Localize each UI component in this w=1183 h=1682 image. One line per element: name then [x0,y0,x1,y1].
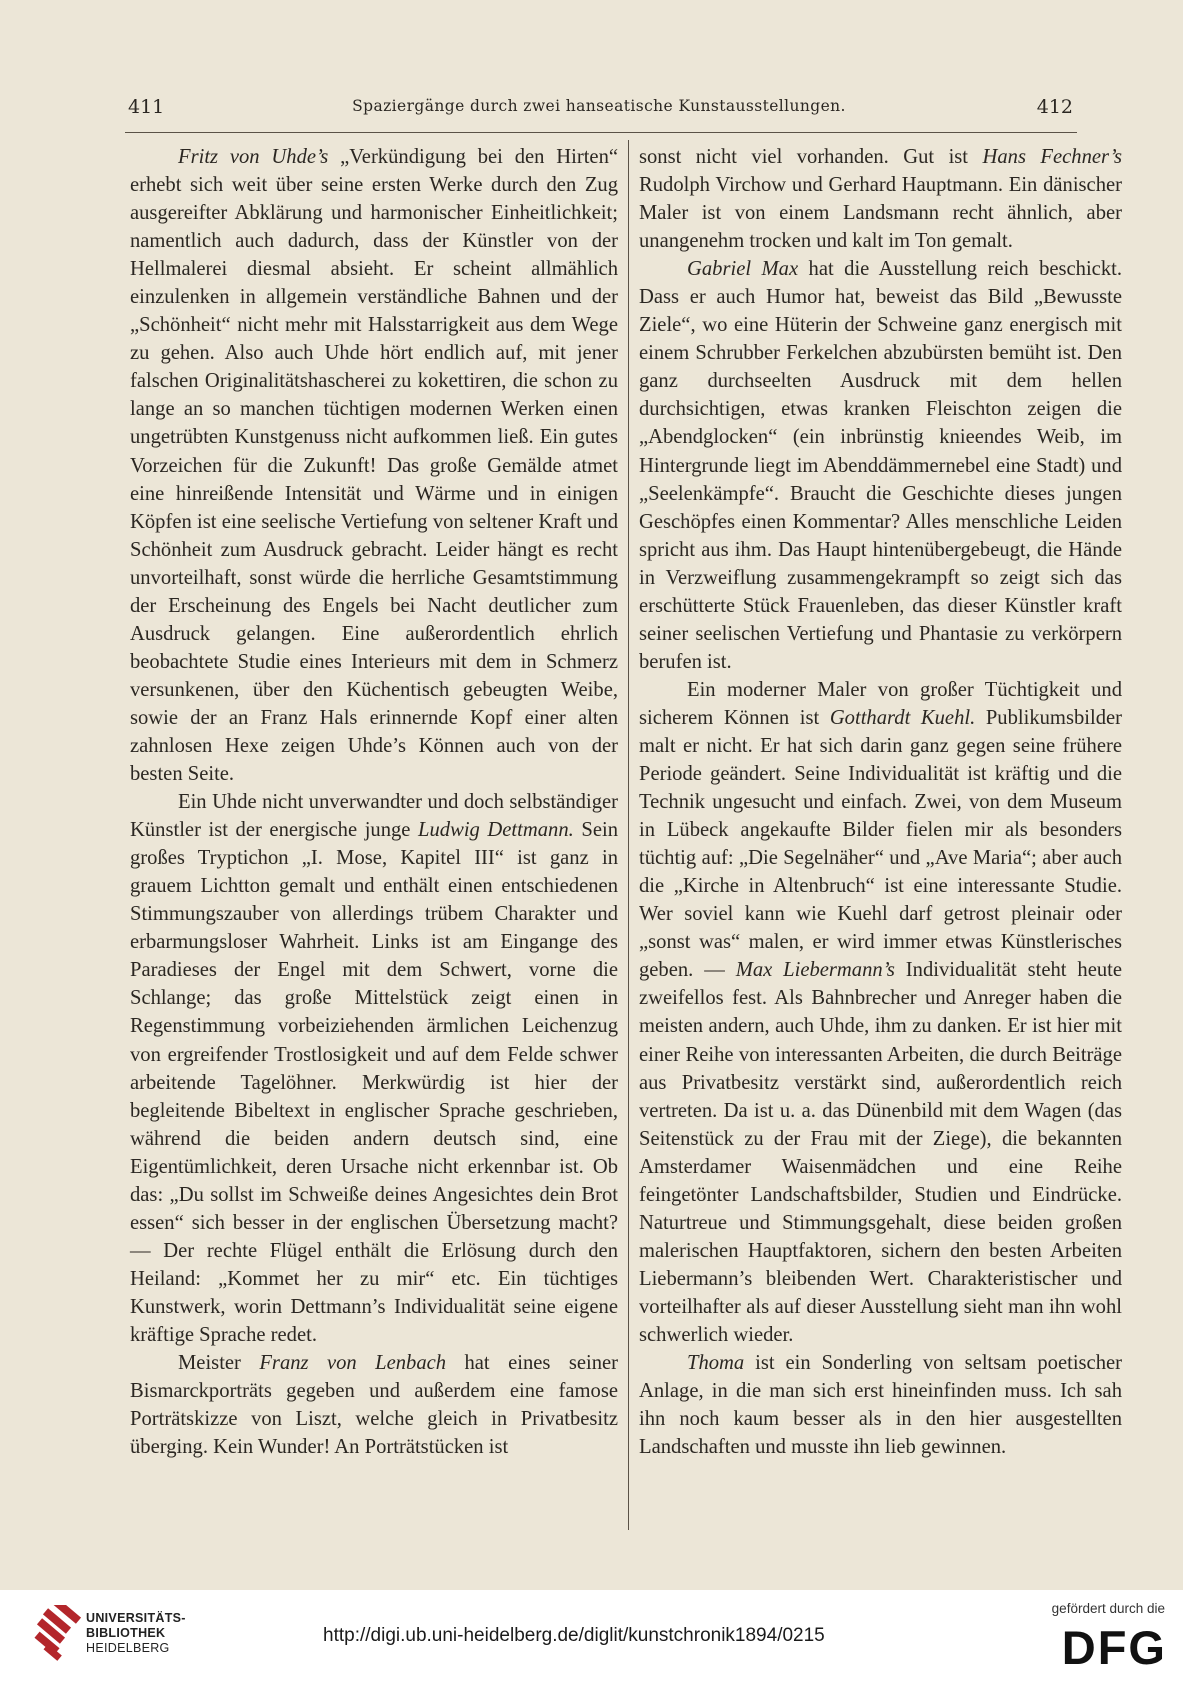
left-column [130,143,618,1461]
column-divider [628,140,629,1530]
paragraph-text: „Verkündigung bei den Hirten“ erhebt sich weit über seine ersten Werke durch den Zug ausgereifter Abklärung und harmonischer Einheitlichkeit; namentlich auch dadurch, dass der Künstler von der Hellmalerei diesmal absieht. Er scheint allmählich einzulenken in allgemein verständliche Bahnen und der „Schönheit“ nicht mehr mit Halsstarrigkeit aus dem Wege zu gehen. Also auch Uhde hört endlich auf, mit jener falschen Originalitätshascherei zu kokettiren, die schon zu lange an so manchen tüchtigen modernen Werken einen ungetrübten Kunstgenuss nicht aufkommen ließ. Ein gutes Vorzeichen für die Zukunft! Das große Gemälde atmet eine hinreißende Intensität und Wärme und in einigen Köpfen ist eine seelische Vertiefung von seltener Kraft und Schönheit zum Ausdruck gebracht. Leider hängt es recht unvorteilhaft, sonst würde die herrliche Gesamtstimmung der Erscheinung des Engels bei Nacht deutlicher zum Ausdruck gelangen. Eine außerordentlich ehrlich beobachtete Studie eines Interieurs mit dem in Schmerz versunkenen, über den Küchentisch gebeugten Weibe, sowie der an Franz Hals erinnernde Kopf einer alten zahnlosen Hexe zeigen Uhde’s Können auch von der besten Seite. [130,146,618,786]
paragraph-text: hat die Ausstellung reich beschickt. Dass er auch Humor hat, beweist das Bild „Bewusste Ziele“, wo eine Hüterin der Schweine ganz energisch mit einem Schrubber Ferkelchen abzubürsten bemüht ist. Den ganz durchseelten Ausdruck mit dem hellen durchsichtigen, etwas kranken Fleischton zeigen die „Abendglocken“ (ein inbrünstig knieendes Weib, im Hintergrunde liegt im Abenddämmernebel eine Stadt) und „Seelenkämpfe“. Braucht die Geschichte dieses jungen Geschöpfes einen Kommentar? Alles menschliche Leiden spricht aus ihm. Das Haupt hintenübergebeugt, die Hände in Verzweiflung zusammengekrampft so zeigt sich das erschütterte Stück Frauenleben, das dieser Künstler kraft seiner seelischen Vertiefung und Phantasie zu verkörpern berufen ist. [639,258,1122,673]
artist-name: Gabriel Max [687,258,799,281]
ub-heidelberg-logo-icon[interactable] [30,1605,86,1663]
page-number-left: 411 [128,96,165,118]
paragraph-fechner [639,143,1122,255]
running-title: Spaziergänge durch zwei hanseatische Kunstausstellungen. [352,97,846,115]
paragraph-text: Publikumsbilder malt er nicht. Er hat sich darin ganz gegen seine frühere Periode geändert. Seine Individualität ist kräftig und die Technik ungesucht und einfach. Zwei, von dem Museum in Lübeck angekaufte Bilder fielen mir als besonders tüchtig auf: „Die Segelnäher“ und „Ave Maria“; aber auch die „Kirche in Altenbruch“ ist eine interessante Studie. Wer soviel kann wie Kuehl darf getrost pleinair oder „sonst was“ malen, er wird immer etwas Künstlerisches geben. — [639,706,1122,982]
paragraph-text: Meister [178,1352,260,1375]
paragraph-text: sonst nicht viel vorhanden. Gut ist [639,146,983,168]
paragraph-thoma [639,1349,1122,1461]
right-column [639,143,1122,1461]
paragraph-text: Ein moderner Maler von großer Tüchtigkeit und sicherem Können ist [639,678,1122,729]
library-name-line: UNIVERSITÄTS- [86,1611,186,1625]
header-rule [125,132,1077,133]
paragraph-text: Ein Uhde nicht unverwandter und doch selbständiger Künstler ist der energische junge [130,791,618,842]
paragraph-text: Sein großes Tryptichon „I. Mose, Kapitel III“ ist ganz in grauem Lichtton gemalt und enthält einen entschiedenen Stimmungszauber von allerdings trübem Charakter und erbarmungsloser Wahrheit. Links ist am Eingange des Paradieses der Engel mit dem Schwert, vorne die Schlange; das große Mittelstück zeigt einen in Regenstimmung vorbeiziehenden ärmlichen Leichenzug von ergreifender Trostlosigkeit und auf dem Felde schwer arbeitende Tagelöhner. Merkwürdig ist hier der begleitende Bibeltext in englischer Sprache geschrieben, während die beiden andern deutsch sind, eine Eigentümlichkeit, deren Ursache nicht erkennbar ist. Ob das: „Du sollst im Schweiße deines Angesichtes dein Brot essen“ sich besser in der englischen Übersetzung macht? — Der rechte Flügel enthält die Erlösung durch den Heiland: „Kommet her zu mir“ etc. Ein tüchtiges Kunstwerk, worin Dettmann’s Individualität seine eigene kräftige Sprache redet. [130,819,618,1346]
library-name-line: HEIDELBERG [86,1641,170,1655]
paragraph-text: Individualität steht heute zweifellos fest. Als Bahnbrecher und Anreger haben die meisten andern, auch Uhde, ihm zu danken. Er ist hier mit einer Reihe von interessanten Arbeiten, die durch Beiträge aus Privatbesitz verstärkt sind, außerordentlich reich vertreten. Da ist u. a. das Dünenbild mit dem Wagen (das Seitenstück zu der Frau mit der Ziege), die bekannten Amsterdamer Waisenmädchen und eine Reihe feingetönter Landschaftsbilder, Studien und Eindrücke. Naturtreue und Stimmungsgehalt, diese beiden großen malerischen Hauptfaktoren, sichern den besten Arbeiten Liebermann’s bleibenden Wert. Charakteristischer und vorteilhafter als auf dieser Ausstellung sieht man ihn wohl schwerlich wieder. [639,959,1122,1346]
artist-name: Fritz von Uhde’s [178,146,329,168]
paragraph-text: hat eines seiner Bismarckporträts gegeben und außerdem eine famose Porträtskizze von Liszt, welche gleich in Privatbesitz überging. Kein Wunder! An Porträtstücken ist [130,1352,618,1459]
artist-name: Thoma [687,1352,745,1375]
permalink[interactable]: http://digi.ub.uni-heidelberg.de/diglit/kunstchronik1894/0215 [323,1625,825,1646]
artist-name: Hans Fechner’s [982,146,1122,168]
sponsor-label: gefördert durch die [1051,1601,1165,1616]
paragraph-lenbach [130,1349,618,1461]
paragraph-dettmann [130,788,618,1349]
artist-name: Franz von Lenbach [259,1352,447,1375]
artist-name: Max Liebermann’s [735,959,895,982]
library-name-line: BIBLIOTHEK [86,1626,166,1640]
running-header [125,96,1073,126]
page-number-right: 412 [1036,96,1073,118]
paragraph-text: ist ein Sonderling von seltsam poetischer Anlage, in die man sich erst hineinfinden muss. Ich sah ihn noch kaum besser als in den hier ausgestellten Landschaften und musste ihn lieb gewinnen. [639,1352,1122,1459]
paragraph-kuehl-liebermann [639,676,1122,1349]
digitization-footer [0,1590,1183,1682]
paragraph-max [639,255,1122,676]
paragraph-text: Rudolph Virchow und Gerhard Hauptmann. Ein dänischer Maler ist von einem Landsmann recht ähnlich, aber unangenehm trocken und kalt im Ton gemalt. [639,174,1122,253]
artist-name: Ludwig Dettmann. [418,819,574,842]
library-name [86,1611,186,1656]
paragraph-uhde [130,143,618,788]
artist-name: Gotthardt Kuehl. [829,706,976,729]
dfg-logo[interactable]: DFG [1061,1621,1167,1674]
